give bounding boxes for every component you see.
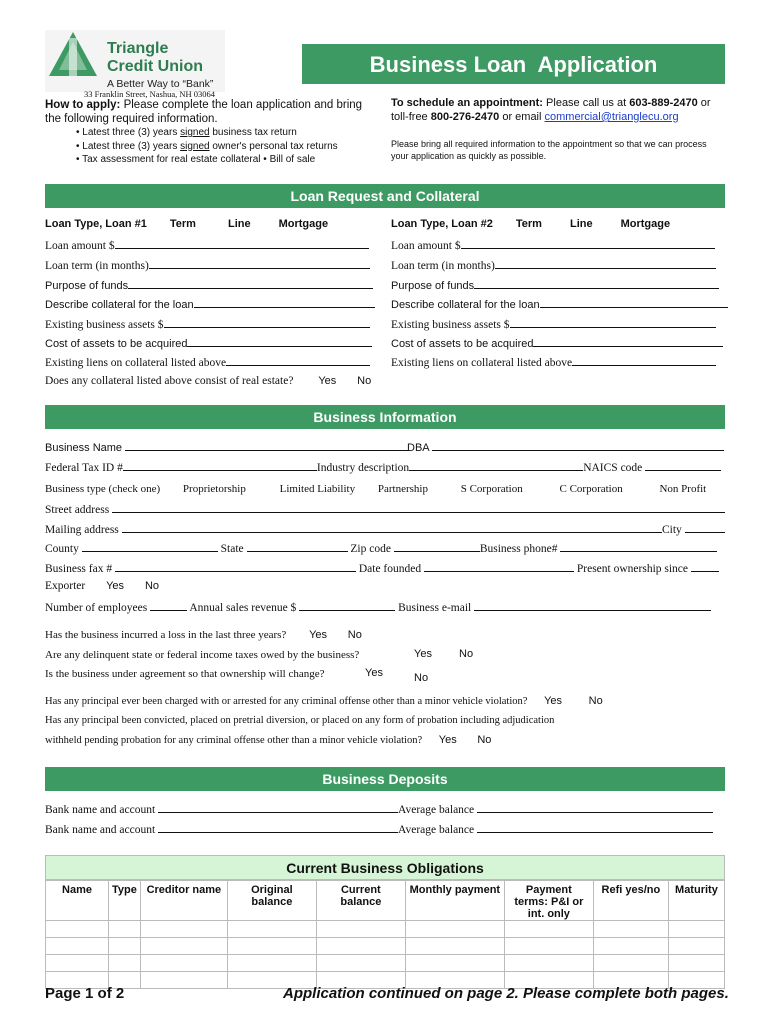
business-type-row: Business type (check one) Proprietorship Limited Liability Partnership S Corporation C Corporation Non Profit [45,483,707,495]
type-partnership[interactable]: Partnership [377,483,428,495]
loss-question: Has the business incurred a loss in the last three years? Yes No [45,629,362,641]
type-c-corporation[interactable]: C Corporation [559,483,623,495]
section-current-obligations: Current Business Obligations [45,855,725,880]
loan2-assets-field[interactable]: Existing business assets $ [391,317,716,331]
loan2-liens-field[interactable]: Existing liens on collateral listed above [391,355,716,369]
conviction-yes-option[interactable]: Yes [438,734,457,746]
loan2-purpose-field[interactable]: Purpose of funds [391,278,719,292]
exporter-row: Exporter Yes No [45,580,159,592]
continued-note: Application continued on page 2. Please complete both pages. [283,985,729,1002]
col-maturity: Maturity [668,881,724,921]
criminal-charge-question: Has any principal ever been charged with or arrested for any criminal offense other than a minor vehicle violation? Yes No [45,695,603,707]
schedule-note: Please bring all required information to the appointment so that we can process your application as quickly as possible. [391,139,707,161]
table-header-row [46,881,725,921]
exporter-no-option[interactable]: No [144,580,159,592]
loan2-cost-field[interactable]: Cost of assets to be acquired [391,336,723,350]
real-estate-yes-option[interactable]: Yes [318,375,337,387]
logo-tagline: A Better Way to “Bank” [107,78,214,90]
col-current-balance: Current balance [316,881,405,921]
federal-tax-id-field[interactable]: Federal Tax ID # Industry description NAICS code [45,460,721,474]
section-business-deposits: Business Deposits [45,767,725,791]
loss-no-option[interactable]: No [347,629,362,641]
loan2-type-row: Loan Type, Loan #2 Term Line Mortgage [391,218,671,230]
col-payment-terms: Payment terms: P&I or int. only [504,881,593,921]
how-to-apply: How to apply: Please complete the loan application and bring the following required information. [45,99,363,125]
col-monthly-payment: Monthly payment [405,881,504,921]
bank-account-field-1[interactable]: Bank name and account Average balance [45,802,713,816]
mailing-address-field[interactable]: Mailing address [45,522,662,536]
loan2-amount-field[interactable]: Loan amount $ [391,238,715,252]
loan1-amount-field[interactable]: Loan amount $ [45,238,369,252]
employees-row[interactable]: Number of employees Annual sales revenue $ Business e-mail [45,600,711,614]
obligations-table [45,880,725,989]
street-address-field[interactable]: Street address [45,502,725,516]
type-non-profit[interactable]: Non Profit [659,483,707,495]
bank-account-field-2[interactable]: Bank name and account Average balance [45,822,713,836]
loan2-term-field[interactable]: Loan term (in months) [391,258,716,272]
logo-address: 33 Franklin Street, Nashua, NH 03064 [84,89,216,99]
list-item: • Latest three (3) years signed owner's personal tax returns [76,140,338,152]
criminal-charge-yes-option[interactable]: Yes [544,695,563,707]
col-type: Type [109,881,141,921]
table-row[interactable] [46,938,725,955]
loan1-liens-field[interactable]: Existing liens on collateral listed above [45,355,370,369]
taxes-question: Are any delinquent state or federal income taxes owed by the business? [45,649,360,661]
ownership-change-question: Is the business under agreement so that ownership will change? [45,668,325,680]
requirements-list [76,126,338,167]
exporter-yes-option[interactable]: Yes [106,580,125,592]
section-loan-request: Loan Request and Collateral [45,184,725,208]
page-number: Page 1 of 2 [45,985,125,1002]
loan1-assets-field[interactable]: Existing business assets $ [45,317,370,331]
type-proprietorship[interactable]: Proprietorship [182,483,246,495]
table-row[interactable] [46,921,725,938]
list-item: • Latest three (3) years signed business tax return [76,127,297,138]
fax-row[interactable]: Business fax # Date founded Present ownership since [45,561,719,575]
conviction-no-option[interactable]: No [477,734,492,746]
col-refi: Refi yes/no [593,881,668,921]
taxes-no-option[interactable]: No [459,648,474,660]
loan1-type-row: Loan Type, Loan #1 Term Line Mortgage [45,218,329,230]
city-field[interactable]: City [662,522,725,536]
loan1-collateral-field[interactable]: Describe collateral for the loan [45,297,375,311]
list-item: • Tax assessment for real estate collateral • Bill of sale [76,154,316,165]
logo-name-line2: Credit Union [107,58,203,75]
conviction-question: Has any principal been convicted, placed on pretrial diversion, or placed on any form of probation including adjudication [45,715,555,726]
triangle-logo-icon [47,30,99,78]
ownership-yes-option[interactable]: Yes [365,667,383,679]
criminal-charge-no-option[interactable]: No [588,695,603,707]
real-estate-no-option[interactable]: No [357,375,372,387]
county-row[interactable]: County State Zip code Business phone# [45,541,717,555]
section-business-information: Business Information [45,405,725,429]
logo [45,30,225,92]
ownership-no-option[interactable]: No [414,672,429,684]
email-link[interactable]: commercial@trianglecu.org [544,111,679,123]
logo-name-line1: Triangle [107,40,169,57]
loss-yes-option[interactable]: Yes [309,629,328,641]
dba-field[interactable]: DBA [407,440,724,454]
schedule-info: To schedule an appointment: Please call us at 603-889-2470 or toll-free 800-276-2470 or email commercial@trianglecu.org [391,97,711,123]
loan2-collateral-field[interactable]: Describe collateral for the loan [391,297,728,311]
loan1-cost-field[interactable]: Cost of assets to be acquired [45,336,372,350]
col-original-balance: Original balance [227,881,316,921]
conviction-question-cont: withheld pending probation for any criminal offense other than a minor vehicle violation? Yes No [45,734,492,746]
col-creditor: Creditor name [140,881,227,921]
taxes-yes-option[interactable]: Yes [414,648,432,660]
business-name-field[interactable]: Business Name [45,440,408,454]
type-limited-liability[interactable]: Limited Liability [279,483,356,495]
loan1-purpose-field[interactable]: Purpose of funds [45,278,373,292]
loan1-term-field[interactable]: Loan term (in months) [45,258,370,272]
col-name: Name [46,881,109,921]
type-s-corporation[interactable]: S Corporation [460,483,523,495]
page-title: Business Loan Application [302,44,725,84]
real-estate-question: Does any collateral listed above consist of real estate? Yes No [45,375,372,387]
table-row[interactable] [46,955,725,972]
